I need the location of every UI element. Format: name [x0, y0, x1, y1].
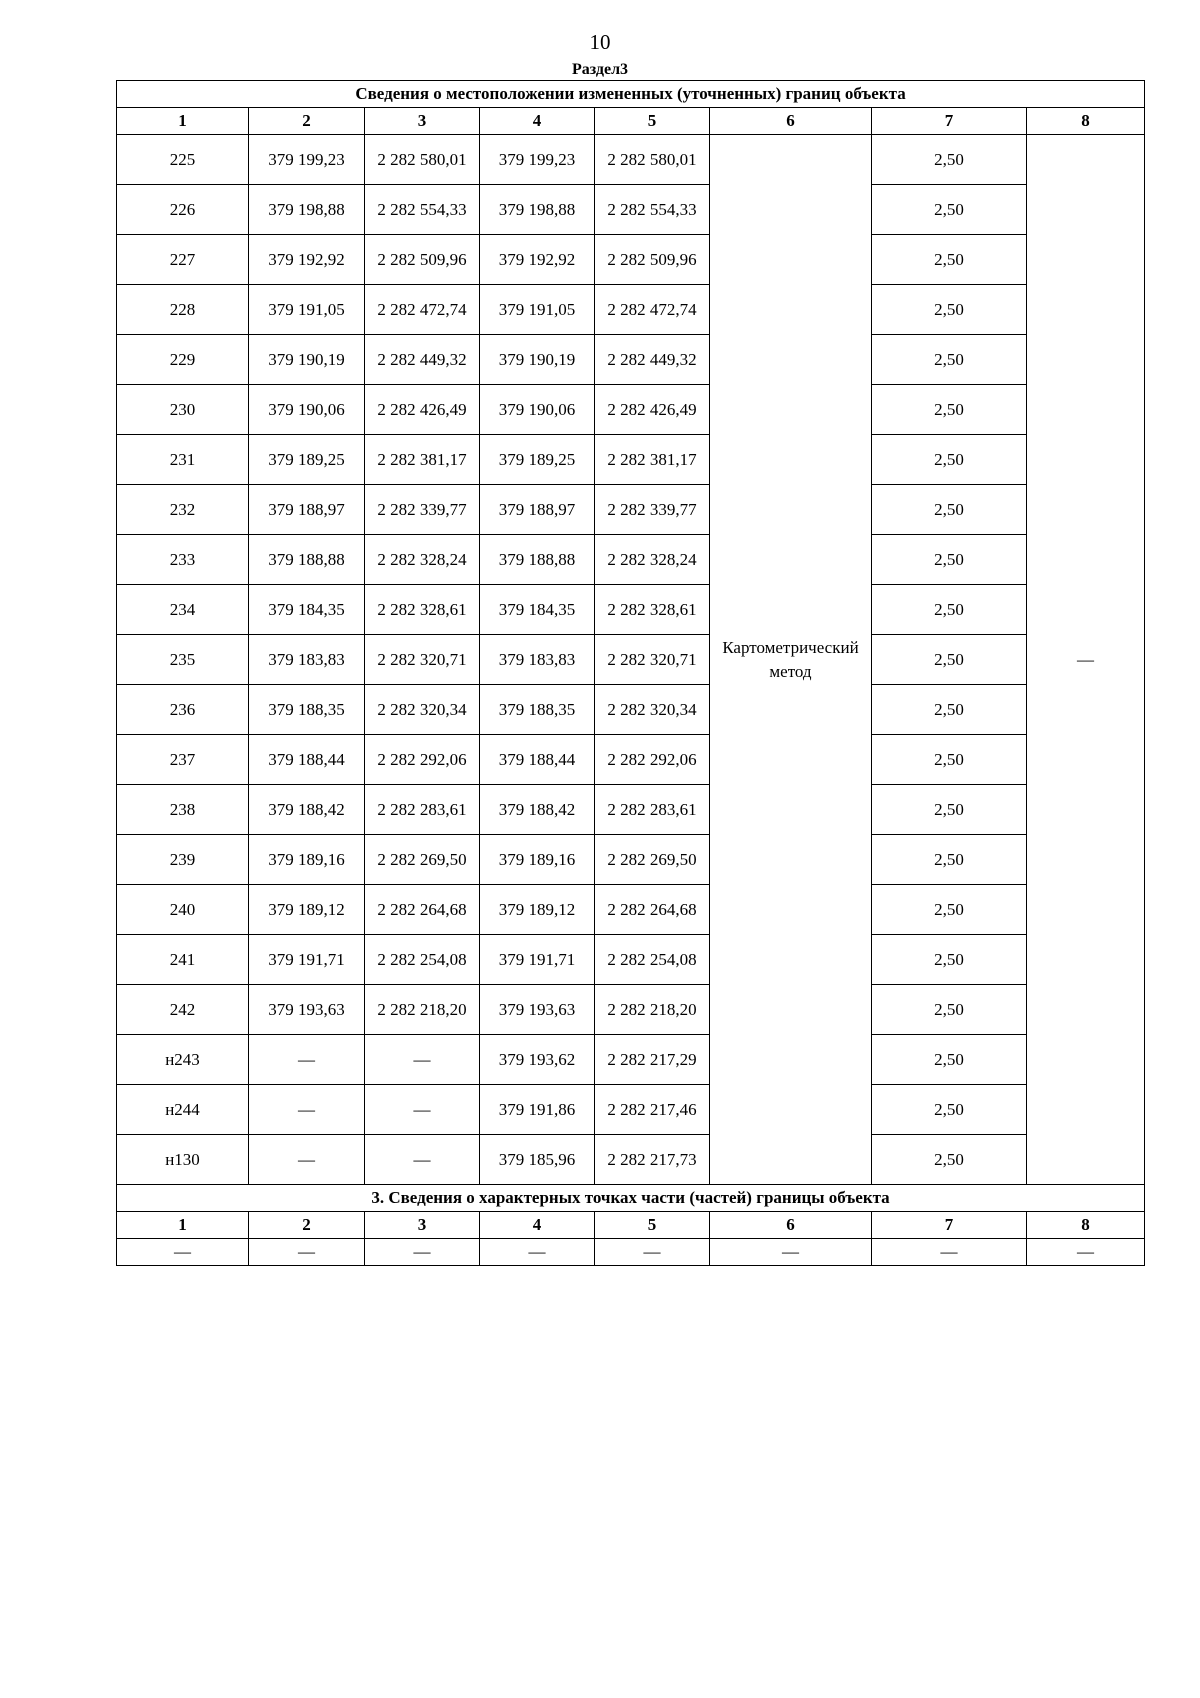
cell: 379 190,19 [480, 335, 595, 385]
table-caption [117, 81, 1145, 108]
cell: 2 282 554,33 [595, 185, 710, 235]
cell: 379 193,63 [249, 985, 365, 1035]
cell: 226 [117, 185, 249, 235]
cell: 379 188,42 [480, 785, 595, 835]
cell: 225 [117, 135, 249, 185]
table-row [117, 335, 1145, 385]
cell: 379 191,71 [249, 935, 365, 985]
cell: 230 [117, 385, 249, 435]
cell: 2,50 [872, 885, 1027, 935]
cell: 379 188,97 [480, 485, 595, 535]
cell: 379 198,88 [249, 185, 365, 235]
cell: — [1027, 1239, 1145, 1266]
table-row [117, 585, 1145, 635]
cell: 2 282 254,08 [365, 935, 480, 985]
cell: 2 282 320,71 [365, 635, 480, 685]
cell: 228 [117, 285, 249, 335]
table-row [117, 885, 1145, 935]
cell: 379 188,44 [249, 735, 365, 785]
cell: 2 282 381,17 [595, 435, 710, 485]
table-row [117, 935, 1145, 985]
cell: 379 189,16 [480, 835, 595, 885]
cell: 2 282 264,68 [365, 885, 480, 935]
cell: 2 282 217,73 [595, 1135, 710, 1185]
cell: 379 188,88 [480, 535, 595, 585]
cell: 238 [117, 785, 249, 835]
cell: н243 [117, 1035, 249, 1085]
column-number: 8 [1027, 1212, 1145, 1239]
cell: — [480, 1239, 595, 1266]
cell: 234 [117, 585, 249, 635]
cell: 229 [117, 335, 249, 385]
cell: 2 282 269,50 [365, 835, 480, 885]
table-row [117, 1239, 1145, 1266]
cell: 241 [117, 935, 249, 985]
cell: 2 282 580,01 [365, 135, 480, 185]
table-row [117, 635, 1145, 685]
cell: 2 282 554,33 [365, 185, 480, 235]
cell: 379 190,06 [249, 385, 365, 435]
table-row [117, 985, 1145, 1035]
cell: 379 183,83 [480, 635, 595, 685]
cell: 379 191,05 [480, 285, 595, 335]
cell: 2,50 [872, 185, 1027, 235]
column-number: 4 [480, 1212, 595, 1239]
cell: 2 282 292,06 [365, 735, 480, 785]
cell: 379 184,35 [480, 585, 595, 635]
column-number-row [117, 108, 1145, 135]
cell: 2 282 472,74 [365, 285, 480, 335]
column-number-row [117, 1212, 1145, 1239]
cell: 379 191,71 [480, 935, 595, 985]
cell: 2 282 320,71 [595, 635, 710, 685]
cell: 2,50 [872, 435, 1027, 485]
table-row [117, 435, 1145, 485]
page-number: 10 [589, 30, 611, 54]
table-row [117, 285, 1145, 335]
cell: — [249, 1239, 365, 1266]
cell: 2 282 218,20 [595, 985, 710, 1035]
cell: 2 282 449,32 [595, 335, 710, 385]
column-number: 2 [249, 108, 365, 135]
cell: 2,50 [872, 635, 1027, 685]
cell: 379 189,12 [249, 885, 365, 935]
cell: 2,50 [872, 385, 1027, 435]
cell: 242 [117, 985, 249, 1035]
cell: 379 199,23 [480, 135, 595, 185]
cell: 239 [117, 835, 249, 885]
cell: 2,50 [872, 685, 1027, 735]
cell: 2,50 [872, 1035, 1027, 1085]
cell: 2 282 580,01 [595, 135, 710, 185]
cell: 233 [117, 535, 249, 585]
method-cell: Картометрический метод [710, 135, 872, 1185]
cell: 2 282 339,77 [595, 485, 710, 535]
cell: 2,50 [872, 1135, 1027, 1185]
cell: — [365, 1135, 480, 1185]
cell: 2 282 320,34 [365, 685, 480, 735]
cell: 2,50 [872, 335, 1027, 385]
column-number: 6 [710, 1212, 872, 1239]
column-number: 2 [249, 1212, 365, 1239]
cell: — [595, 1239, 710, 1266]
cell: 2 282 509,96 [365, 235, 480, 285]
table-row [117, 385, 1145, 435]
cell: — [249, 1135, 365, 1185]
cell: 2,50 [872, 485, 1027, 535]
cell: 2 282 328,24 [595, 535, 710, 585]
cell: н130 [117, 1135, 249, 1185]
cell: 2 282 254,08 [595, 935, 710, 985]
column-number: 3 [365, 108, 480, 135]
column-number: 5 [595, 1212, 710, 1239]
cell: 240 [117, 885, 249, 935]
cell: 379 192,92 [249, 235, 365, 285]
cell: 2 282 269,50 [595, 835, 710, 885]
cell: 2,50 [872, 985, 1027, 1035]
table-row [117, 485, 1145, 535]
table-row [117, 1085, 1145, 1135]
cell: 379 191,86 [480, 1085, 595, 1135]
cell: 2,50 [872, 785, 1027, 835]
cell: 379 189,25 [480, 435, 595, 485]
cell: 2,50 [872, 235, 1027, 285]
cell: 2 282 218,20 [365, 985, 480, 1035]
table-row [117, 735, 1145, 785]
cell: 379 190,19 [249, 335, 365, 385]
cell: 2 282 381,17 [365, 435, 480, 485]
cell: 379 188,44 [480, 735, 595, 785]
table-row [117, 235, 1145, 285]
column-number: 5 [595, 108, 710, 135]
table-body [117, 81, 1145, 1266]
cell: 2 282 264,68 [595, 885, 710, 935]
table-row [117, 185, 1145, 235]
cell: 379 183,83 [249, 635, 365, 685]
cell: 379 191,05 [249, 285, 365, 335]
cell: 379 188,97 [249, 485, 365, 535]
cell: 2 282 426,49 [595, 385, 710, 435]
cell: 379 189,16 [249, 835, 365, 885]
cell: 2,50 [872, 285, 1027, 335]
table-row [117, 1135, 1145, 1185]
cell: 379 189,25 [249, 435, 365, 485]
cell: 379 188,35 [480, 685, 595, 735]
cell: 2,50 [872, 535, 1027, 585]
cell: 2 282 426,49 [365, 385, 480, 435]
cell: 2 282 328,61 [365, 585, 480, 635]
cell: 2 282 339,77 [365, 485, 480, 535]
caption-text: 3. Сведения о характерных точках части (частей) границы объекта [117, 1185, 1145, 1212]
cell: — [249, 1035, 365, 1085]
col8-cell: — [1027, 135, 1145, 1185]
cell: 2,50 [872, 735, 1027, 785]
cell: — [365, 1239, 480, 1266]
table-row [117, 1035, 1145, 1085]
cell: — [117, 1239, 249, 1266]
table-caption [117, 1185, 1145, 1212]
boundary-points-table [116, 80, 1145, 1266]
cell: 231 [117, 435, 249, 485]
cell: 2,50 [872, 585, 1027, 635]
cell: 379 188,42 [249, 785, 365, 835]
cell: 379 193,62 [480, 1035, 595, 1085]
cell: н244 [117, 1085, 249, 1135]
cell: 227 [117, 235, 249, 285]
cell: 235 [117, 635, 249, 685]
cell: — [710, 1239, 872, 1266]
cell: 2 282 328,61 [595, 585, 710, 635]
cell: 2,50 [872, 1085, 1027, 1135]
cell: 236 [117, 685, 249, 735]
section-title: Раздел3 [571, 61, 629, 78]
cell: 2 282 283,61 [365, 785, 480, 835]
cell: 379 188,88 [249, 535, 365, 585]
caption-text: Сведения о местоположении измененных (уточненных) границ объекта [117, 81, 1145, 108]
cell: 379 188,35 [249, 685, 365, 735]
table-row [117, 785, 1145, 835]
column-number: 8 [1027, 108, 1145, 135]
cell: 2 282 509,96 [595, 235, 710, 285]
table-row [117, 135, 1145, 185]
column-number: 7 [872, 108, 1027, 135]
cell: 2 282 217,29 [595, 1035, 710, 1085]
column-number: 1 [117, 1212, 249, 1239]
cell: 379 184,35 [249, 585, 365, 635]
cell: — [365, 1035, 480, 1085]
cell: 379 198,88 [480, 185, 595, 235]
cell: 2 282 292,06 [595, 735, 710, 785]
column-number: 4 [480, 108, 595, 135]
cell: — [365, 1085, 480, 1135]
column-number: 6 [710, 108, 872, 135]
cell: 379 199,23 [249, 135, 365, 185]
cell: 2,50 [872, 135, 1027, 185]
cell: 379 185,96 [480, 1135, 595, 1185]
cell: 2,50 [872, 835, 1027, 885]
cell: 2 282 328,24 [365, 535, 480, 585]
cell: 379 193,63 [480, 985, 595, 1035]
cell: — [872, 1239, 1027, 1266]
cell: 2 282 320,34 [595, 685, 710, 735]
column-number: 3 [365, 1212, 480, 1239]
cell: 379 192,92 [480, 235, 595, 285]
cell: 237 [117, 735, 249, 785]
table-row [117, 685, 1145, 735]
cell: 379 190,06 [480, 385, 595, 435]
cell: 379 189,12 [480, 885, 595, 935]
column-number: 7 [872, 1212, 1027, 1239]
table-row [117, 835, 1145, 885]
cell: — [249, 1085, 365, 1135]
cell: 232 [117, 485, 249, 535]
cell: 2 282 217,46 [595, 1085, 710, 1135]
cell: 2,50 [872, 935, 1027, 985]
cell: 2 282 449,32 [365, 335, 480, 385]
table-row [117, 535, 1145, 585]
cell: 2 282 283,61 [595, 785, 710, 835]
column-number: 1 [117, 108, 249, 135]
cell: 2 282 472,74 [595, 285, 710, 335]
